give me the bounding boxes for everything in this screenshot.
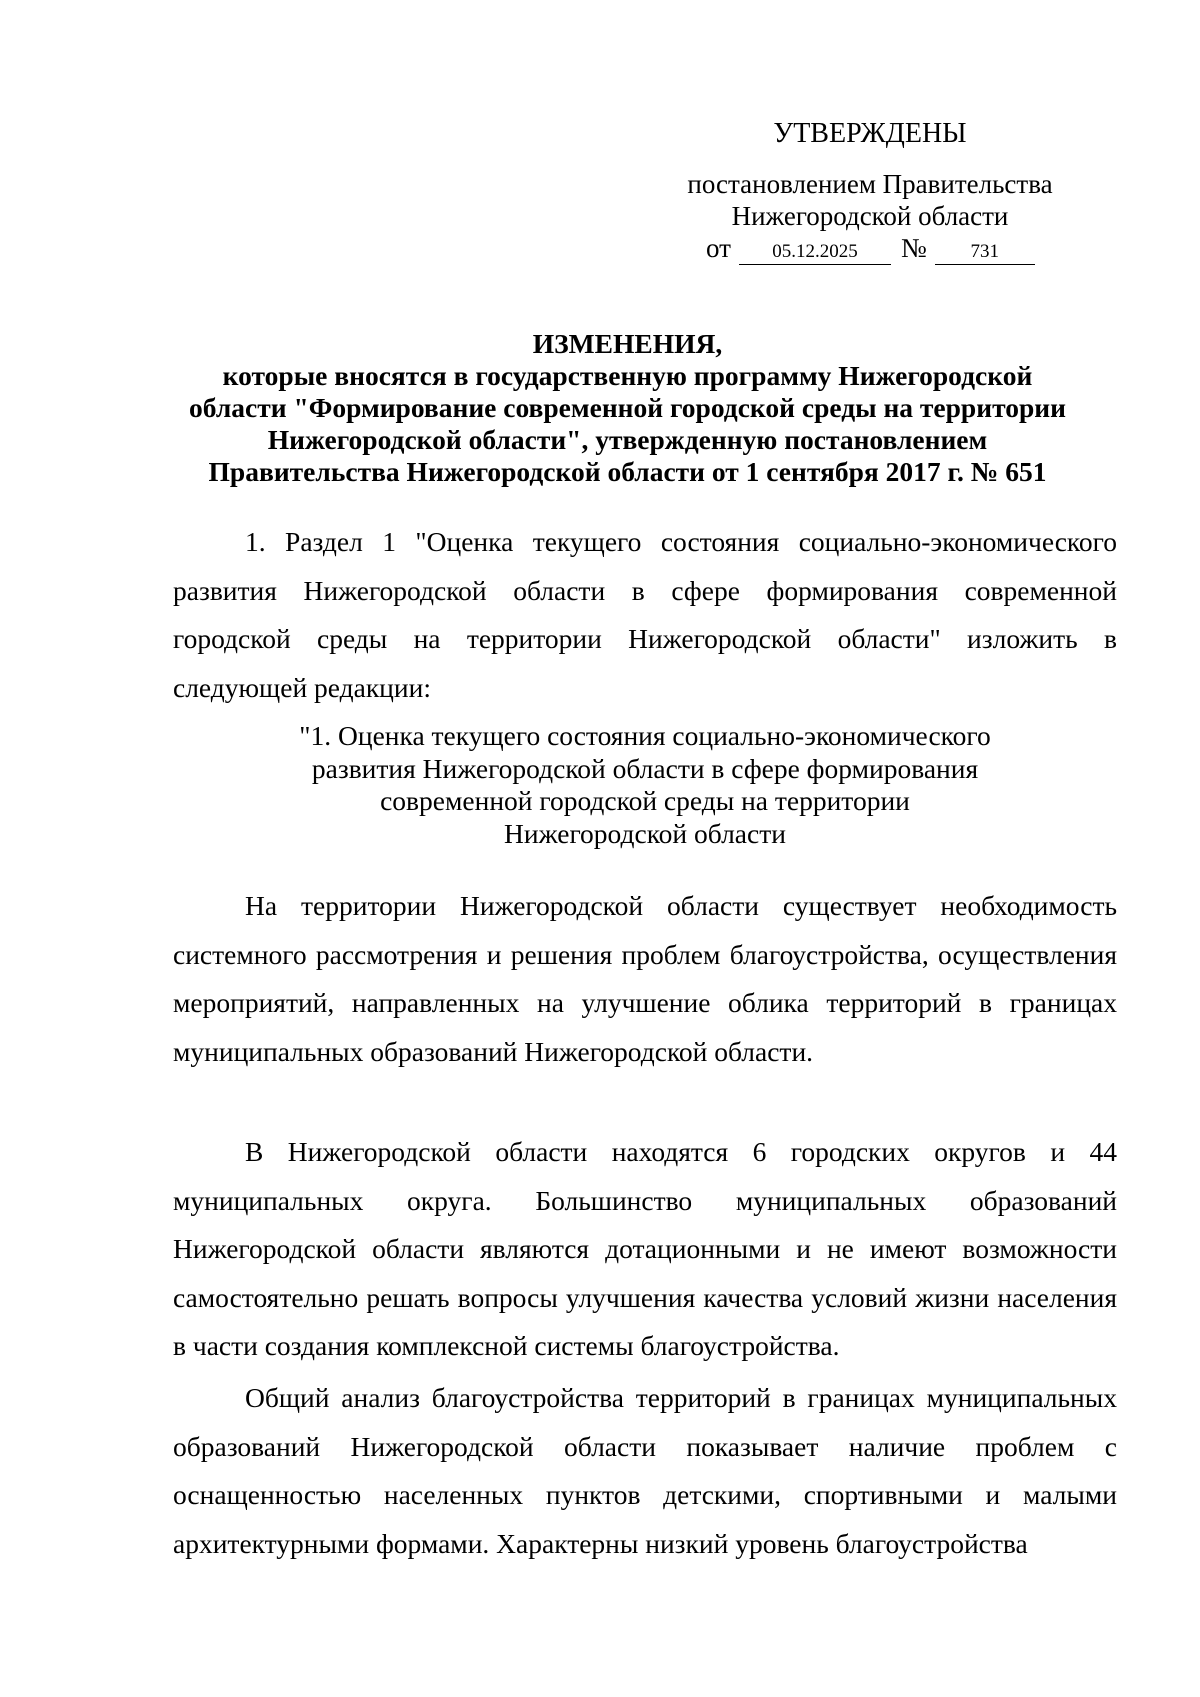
approval-date-line — [706, 232, 1035, 265]
body-paragraph-3: Общий анализ благоустройства территорий в границах муниципальных образований Нижегородской области показывает наличие проблем с оснащенностью населенных пунктов детскими, спортивными и малыми архитектурными формами. Характерны низкий уровень благоустройства — [173, 1382, 1117, 1559]
document-heading — [150, 328, 1105, 488]
heading-line-3: области "Формирование современной городской среды на территории — [189, 392, 1066, 423]
heading-line-2: которые вносятся в государственную программу Нижегородской — [222, 360, 1033, 391]
subheading-line-2: развития Нижегородской области в сфере формирования — [311, 752, 979, 784]
subheading-line-4: Нижегородской области — [504, 817, 786, 849]
heading-line-4: Нижегородской области", утвержденную постановлением — [267, 424, 988, 455]
subheading-line-1: "1. Оценка текущего состояния социально-экономического — [299, 720, 991, 751]
body-paragraph-2: В Нижегородской области находятся 6 городских округов и 44 муниципальных округа. Большинство муниципальных образований Нижегородской области являются дотационными и не имеют возможности самостоятельно решать вопросы улучшения качества условий жизни населения в части создания комплексной системы благоустройства. — [173, 1136, 1117, 1361]
number-sign: № — [900, 233, 927, 263]
heading-line-5: Правительства Нижегородской области от 1 сентября 2017 г. № 651 — [208, 456, 1047, 487]
section-subheading — [200, 720, 1090, 850]
approval-date-field: 05.12.2025 — [739, 240, 891, 265]
date-prefix: от — [706, 233, 731, 263]
heading-title: ИЗМЕНЕНИЯ, — [532, 328, 723, 359]
item-1-paragraph: 1. Раздел 1 "Оценка текущего состояния социально-экономического развития Нижегородской области в сфере формирования современной городской среды на территории Нижегородской области" изложить в следующей редакции: — [173, 526, 1117, 703]
approval-stamp-line-2: Нижегородской области — [731, 201, 1009, 231]
approval-stamp-line-1: постановлением Правительства — [687, 169, 1053, 199]
approval-number-field: 731 — [935, 240, 1035, 265]
subheading-line-3: современной городской среды на территории — [380, 785, 910, 816]
body-paragraph-1: На территории Нижегородской области существует необходимость системного рассмотрения и решения проблем благоустройства, осуществления мероприятий, направленных на улучшение облика территорий в границах муниципальных образований Нижегородской области. — [173, 890, 1117, 1067]
approval-stamp-title: УТВЕРЖДЕНЫ — [773, 118, 967, 149]
